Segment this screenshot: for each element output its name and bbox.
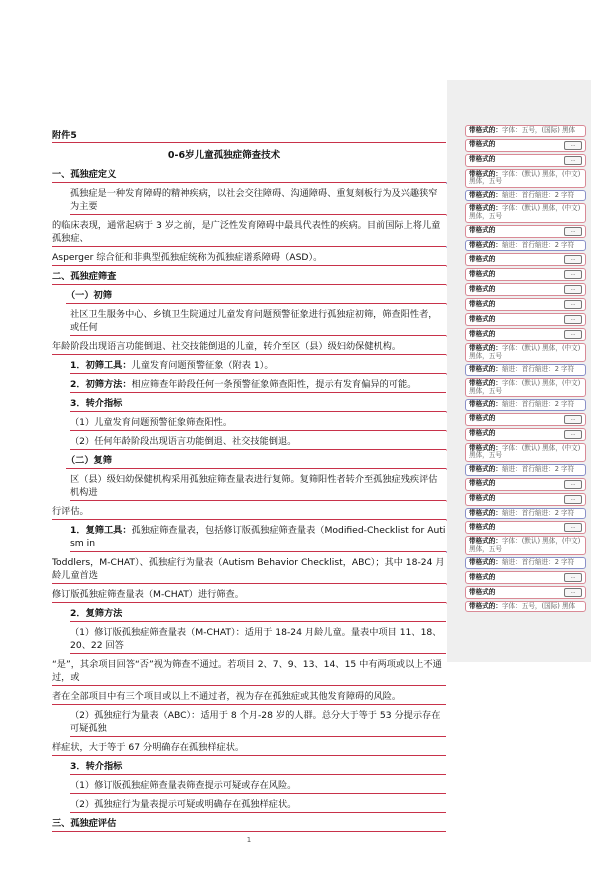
paragraph-line <box>70 187 446 215</box>
line-text: 二、孤独症筛查 <box>52 271 116 282</box>
comment-label: 带格式的： <box>469 170 502 178</box>
comment-text: 缩进：首行缩进：2 字符 <box>502 465 574 473</box>
format-comment-balloon[interactable] <box>465 378 586 397</box>
more-details-button[interactable]: ... <box>564 315 582 324</box>
format-comment-balloon[interactable] <box>465 443 586 462</box>
line-text: （1）儿童发育问题预警征象筛查阳性。 <box>70 417 232 428</box>
format-comment-balloon[interactable] <box>465 571 586 584</box>
line-text: 行评估。 <box>52 506 89 517</box>
format-comment-balloon[interactable] <box>465 203 586 222</box>
paragraph-line <box>70 308 446 336</box>
comment-text: 缩进：首行缩进：2 字符 <box>502 241 574 249</box>
format-comment-balloon[interactable] <box>465 298 586 311</box>
comment-text: 字体：(默认) 黑体，(中文) 黑体，五号 <box>469 537 580 553</box>
comment-text: 缩进：首行缩进：2 字符 <box>502 400 574 408</box>
format-comment-balloon[interactable] <box>465 493 586 506</box>
paragraph-line <box>70 435 446 450</box>
comment-text: 缩进：首行缩进：2 字符 <box>502 365 574 373</box>
format-comment-balloon[interactable] <box>465 428 586 441</box>
paragraph-line <box>52 340 446 355</box>
page-number: 1 <box>52 836 446 844</box>
line-text: Asperger 综合征和非典型孤独症统称为孤独症谱系障碍（ASD）。 <box>52 252 322 263</box>
comment-label: 带格式的： <box>469 241 502 249</box>
comment-label: 带格式的 <box>469 415 495 423</box>
paragraph-line <box>52 741 446 756</box>
comment-label: 带格式的 <box>469 316 495 324</box>
paragraph-line <box>70 798 446 813</box>
line-text: 三、孤独症评估 <box>52 818 116 829</box>
format-comment-balloon[interactable] <box>465 586 586 599</box>
line-text: （二）复筛 <box>66 455 112 466</box>
format-comment-balloon[interactable] <box>465 154 586 167</box>
comment-label: 带格式的： <box>469 465 502 473</box>
line-prefix: 3．转介指标 <box>70 398 122 409</box>
more-details-button[interactable]: ... <box>564 430 582 439</box>
format-comment-balloon[interactable] <box>465 328 586 341</box>
comment-text: 字体：(默认) 黑体，(中文) 黑体，五号 <box>469 344 580 360</box>
comment-text: 字体：(默认) 黑体，(中文) 黑体，五号 <box>469 204 580 220</box>
line-text: 社区卫生服务中心、乡镇卫生院通过儿童发育问题预警征象进行孤独症初筛，筛查阳性者，或任何 <box>70 309 438 333</box>
format-comment-balloon[interactable] <box>465 283 586 296</box>
line-text: 年龄阶段出现语言功能倒退、社交技能倒退的儿童，转介至区（县）级妇幼保健机构。 <box>52 341 401 352</box>
section-heading <box>52 270 446 285</box>
format-comment-balloon[interactable] <box>465 413 586 426</box>
line-text: 一、孤独症定义 <box>52 169 116 180</box>
comment-label: 带格式的 <box>469 574 495 582</box>
comment-label: 带格式的 <box>469 286 495 294</box>
format-comment-balloon[interactable] <box>465 601 586 613</box>
line-prefix: 1．复筛工具： <box>70 525 132 536</box>
comment-text: 字体：(默认) 黑体，(中文) 黑体，五号 <box>469 379 580 395</box>
line-text: （一）初筛 <box>66 290 112 301</box>
format-comment-balloon[interactable] <box>465 364 586 376</box>
paragraph-line <box>52 219 446 247</box>
more-details-button[interactable]: ... <box>564 523 582 532</box>
format-comment-balloon[interactable] <box>465 253 586 266</box>
line-text: 孤独症筛查量表，包括修订版孤独症筛查量表（Modified-Checklist for Autism in <box>70 525 445 549</box>
comment-label: 带格式的： <box>469 558 502 566</box>
format-comment-balloon[interactable] <box>465 343 586 362</box>
line-text: 孤独症是一种发育障碍的精神疾病，以社会交往障碍、沟通障碍、重复刻板行为及兴趣狭窄为主要 <box>70 188 438 212</box>
format-comment-balloon[interactable] <box>465 225 586 238</box>
comment-label: 带格式的 <box>469 589 495 597</box>
line-text: 儿童发育问题预警征象（附表 1）。 <box>132 360 274 371</box>
format-comment-balloon[interactable] <box>465 557 586 569</box>
more-details-button[interactable]: ... <box>564 495 582 504</box>
more-details-button[interactable]: ... <box>564 588 582 597</box>
comment-text: 缩进：首行缩进：2 字符 <box>502 191 574 199</box>
comment-label: 带格式的 <box>469 227 495 235</box>
line-text: （1）修订版孤独症筛查量表筛查提示可疑或存在风险。 <box>70 780 296 791</box>
line-prefix: 2．初筛方法： <box>70 379 132 390</box>
paragraph-line <box>70 779 446 794</box>
comment-label: 带格式的： <box>469 126 502 134</box>
paragraph-line <box>70 626 446 654</box>
comment-text: 字体：五号，(国际) 黑体 <box>502 602 575 610</box>
comment-label: 带格式的： <box>469 602 502 610</box>
comment-label: 带格式的 <box>469 141 495 149</box>
comment-label: 带格式的 <box>469 430 495 438</box>
comment-label: 带格式的： <box>469 537 502 545</box>
comment-label: 带格式的 <box>469 331 495 339</box>
format-comment-balloon[interactable] <box>465 464 586 476</box>
markup-pane <box>447 80 591 662</box>
line-text: 样症状，大于等于 67 分明确存在孤独样症状。 <box>52 742 244 753</box>
comment-label: 带格式的： <box>469 204 502 212</box>
comment-label: 带格式的 <box>469 495 495 503</box>
line-prefix: 3．转介指标 <box>70 761 122 772</box>
paragraph-line <box>70 473 446 501</box>
line-text: 的临床表现，通常起病于 3 岁之前，是广泛性发育障碍中最具代表性的疾病。目前国际上将儿童孤独症、 <box>52 220 440 244</box>
line-prefix: 1．初筛工具： <box>70 360 132 371</box>
format-comment-balloon[interactable] <box>465 125 586 137</box>
comment-label: 带格式的 <box>469 156 495 164</box>
format-comment-balloon[interactable] <box>465 268 586 281</box>
more-details-button[interactable]: ... <box>564 415 582 424</box>
more-details-button[interactable]: ... <box>564 255 582 264</box>
comment-text: 缩进：首行缩进：2 字符 <box>502 509 574 517</box>
paragraph-line <box>70 359 446 374</box>
paragraph-line <box>70 760 446 775</box>
format-comment-balloon[interactable] <box>465 139 586 152</box>
document-title: 0-6岁儿童孤独症筛查技术 <box>0 149 448 162</box>
line-text: “是”，其余项目回答“否”视为筛查不通过。若项目 2、7、9、13、14、15 中有两项或以上不通过，或 <box>52 659 442 683</box>
comment-label: 带格式的： <box>469 344 502 352</box>
paragraph-line <box>70 397 446 412</box>
line-text: （1）修订版孤独症筛查量表（M-CHAT）：适用于 18-24 月龄儿童。量表中项目 11、18、20、22 回答 <box>70 627 441 651</box>
comment-label: 带格式的 <box>469 301 495 309</box>
line-text: 修订版孤独症筛查量表（M-CHAT）进行筛查。 <box>52 589 244 600</box>
line-text: Toddlers，M-CHAT）、孤独症行为量表（Autism Behavior Checklist，ABC）；其中 18-24 月龄儿童首选 <box>52 557 445 581</box>
more-details-button[interactable]: ... <box>564 573 582 582</box>
comment-label: 带格式的： <box>469 400 502 408</box>
format-comment-balloon[interactable] <box>465 536 586 555</box>
format-comment-balloon[interactable] <box>465 521 586 534</box>
format-comment-balloon[interactable] <box>465 169 586 188</box>
paragraph-line <box>52 690 446 705</box>
section-heading <box>52 168 446 183</box>
paragraph-line <box>52 251 446 266</box>
section-heading <box>52 817 446 832</box>
comment-label: 带格式的： <box>469 365 502 373</box>
paragraph-line <box>52 588 446 603</box>
format-comment-balloon[interactable] <box>465 478 586 491</box>
comment-text: 字体：(默认) 黑体，(中文) 黑体，五号 <box>469 170 580 186</box>
paragraph-line <box>70 709 446 737</box>
attachment-label: 附件5 <box>52 129 446 143</box>
comment-text: 缩进：首行缩进：2 字符 <box>502 558 574 566</box>
paragraph-line <box>70 524 446 552</box>
more-details-button[interactable]: ... <box>564 330 582 339</box>
comment-label: 带格式的： <box>469 191 502 199</box>
paragraph-line <box>70 607 446 622</box>
comment-label: 带格式的 <box>469 524 495 532</box>
more-details-button[interactable]: ... <box>564 141 582 150</box>
line-text: （2）任何年龄阶段出现语言功能倒退、社交技能倒退。 <box>70 436 296 447</box>
line-text: 者在全部项目中有三个项目或以上不通过者，视为存在孤独症或其他发育障碍的风险。 <box>52 691 401 702</box>
line-text: （2）孤独症行为量表（ABC）：适用于 8 个月-28 岁的人群。总分大于等于 53 分提示存在可疑孤独 <box>70 710 440 734</box>
subsection-heading <box>66 289 446 304</box>
comment-label: 带格式的： <box>469 379 502 387</box>
more-details-button[interactable]: ... <box>564 480 582 489</box>
more-details-button[interactable]: ... <box>564 156 582 165</box>
line-text: 相应筛查年龄段任何一条预警征象筛查阳性，提示有发育偏异的可能。 <box>132 379 417 390</box>
format-comment-balloon[interactable] <box>465 190 586 202</box>
line-text: （2）孤独症行为量表提示可疑或明确存在孤独样症状。 <box>70 799 296 810</box>
paragraph-line <box>70 416 446 431</box>
format-comment-balloon[interactable] <box>465 399 586 411</box>
comment-label: 带格式的 <box>469 256 495 264</box>
line-text: 区（县）级妇幼保健机构采用孤独症筛查量表进行复筛。复筛阳性者转介至孤独症残疾评估机构进 <box>70 474 438 498</box>
comment-text: 字体：(默认) 黑体，(中文) 黑体，五号 <box>469 444 580 460</box>
paragraph-line <box>52 658 446 686</box>
format-comment-balloon[interactable] <box>465 508 586 520</box>
paragraph-line <box>52 505 446 520</box>
document-lines <box>52 168 446 832</box>
paragraph-line <box>70 378 446 393</box>
more-details-button[interactable]: ... <box>564 270 582 279</box>
format-comment-balloon[interactable] <box>465 313 586 326</box>
more-details-button[interactable]: ... <box>564 285 582 294</box>
comment-label: 带格式的 <box>469 271 495 279</box>
subsection-heading <box>66 454 446 469</box>
line-prefix: 2．复筛方法 <box>70 608 122 619</box>
document-body <box>52 129 446 844</box>
comment-label: 带格式的 <box>469 480 495 488</box>
format-comment-balloon[interactable] <box>465 240 586 252</box>
more-details-button[interactable]: ... <box>564 300 582 309</box>
more-details-button[interactable]: ... <box>564 227 582 236</box>
comment-label: 带格式的： <box>469 509 502 517</box>
comment-label: 带格式的： <box>469 444 502 452</box>
paragraph-line <box>52 556 446 584</box>
comment-text: 字体：五号，(国际) 黑体 <box>502 126 575 134</box>
